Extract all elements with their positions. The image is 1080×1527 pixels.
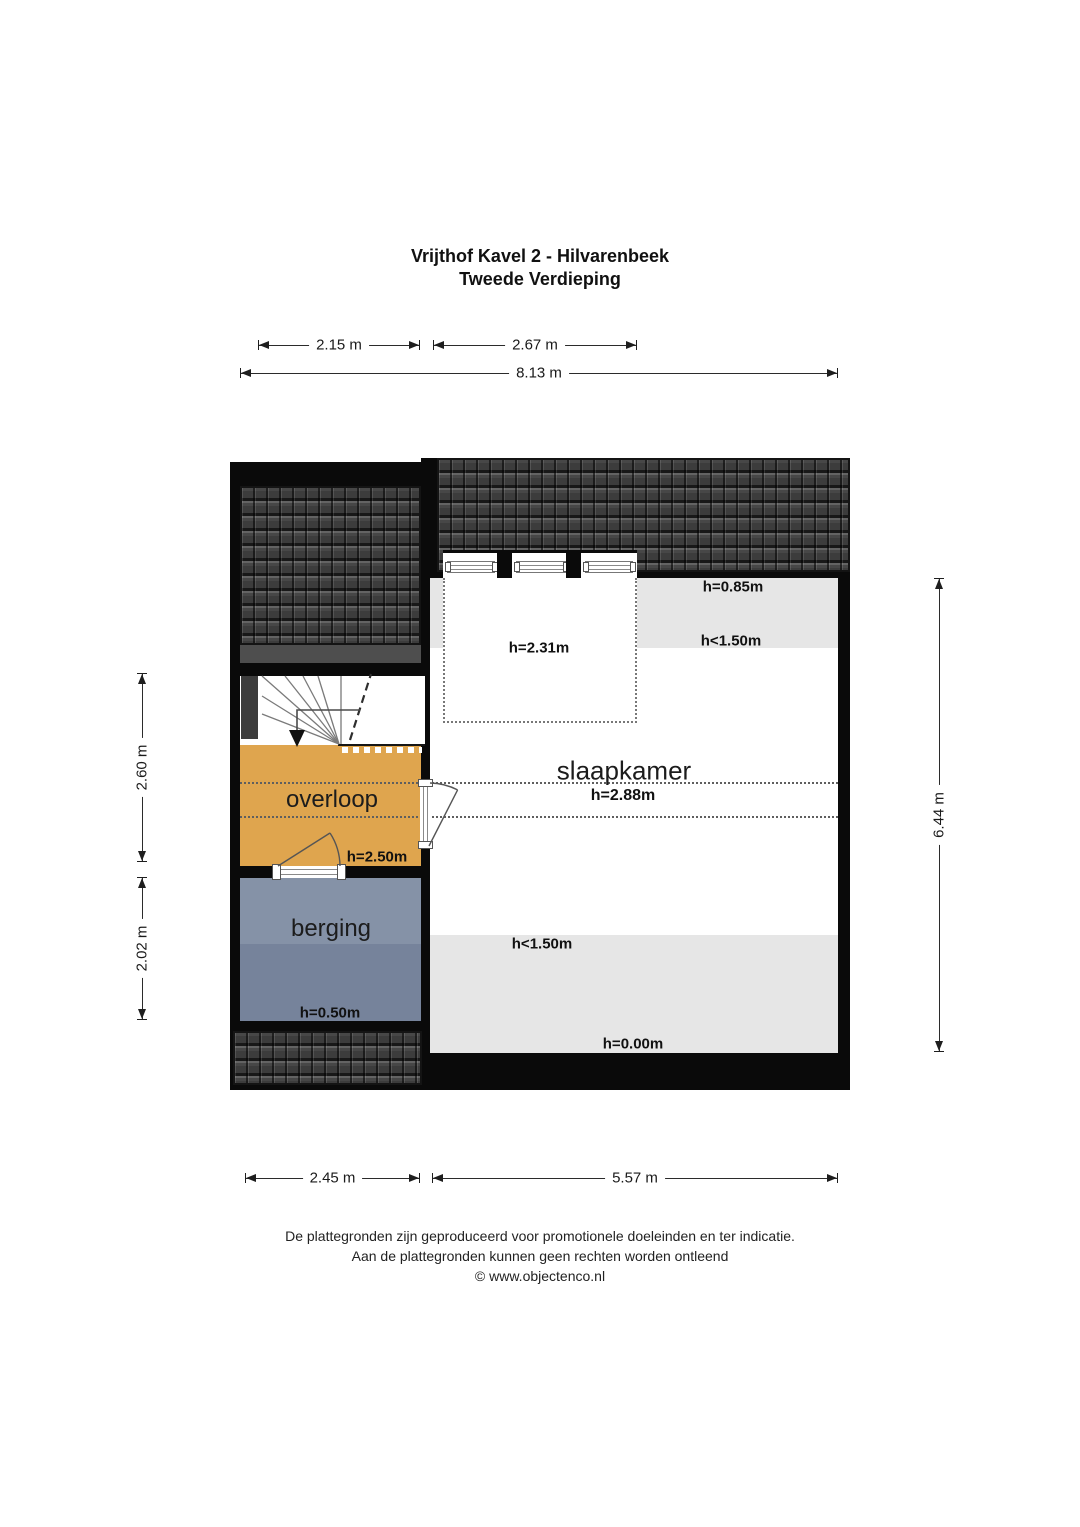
dim-bottom-left [245, 1171, 420, 1185]
height-label-north-knee: h=0.85m [702, 578, 764, 596]
plan-subtitle: Tweede Verdieping [459, 269, 621, 289]
dim-label: 2.67 m [505, 337, 565, 354]
door-swing-arc [330, 833, 340, 866]
plan-title: Vrijthof Kavel 2 - Hilvarenbeek [410, 246, 670, 266]
stair-direction-arrow [289, 730, 305, 747]
height-label-south-under150: h<1.50m [511, 935, 573, 953]
arrow-right-icon [827, 1174, 837, 1182]
dim-label: 2.15 m [309, 337, 369, 354]
copyright-line: © www.objectenco.nl [474, 1268, 606, 1284]
height-label-berging: h=0.50m [299, 1004, 361, 1022]
door-swing-arc [430, 783, 458, 790]
door-leaf [278, 833, 330, 866]
height-label-slaapkamer: h=2.88m [590, 787, 656, 804]
stair-dashed-line [350, 674, 371, 740]
dim-label: 2.02 m [134, 919, 151, 979]
disclaimer-line-1: De plattegronden zijn geproduceerd voor promotionele doeleinden en ter indicatie. [285, 1228, 795, 1244]
arrow-right-icon [409, 1174, 419, 1182]
height-label-north-under150: h<1.50m [700, 632, 762, 650]
height-label-overloop: h=2.50m [346, 848, 408, 866]
dim-tick [837, 1173, 838, 1183]
height-label-dormer: h=2.31m [508, 639, 570, 657]
dim-label: 6.44 m [931, 785, 948, 845]
room-label-overloop: overloop [285, 786, 379, 813]
dim-label: 5.57 m [605, 1170, 665, 1187]
dim-label: 2.60 m [134, 738, 151, 798]
disclaimer-line-2: Aan de plattegronden kunnen geen rechten worden ontleend [351, 1248, 729, 1264]
arrow-left-icon [246, 1174, 256, 1182]
stair-walkline [297, 710, 360, 731]
room-label-berging: berging [290, 915, 372, 942]
dim-label: 8.13 m [509, 365, 569, 382]
height-label-south-floor: h=0.00m [602, 1035, 664, 1053]
arrow-left-icon [433, 1174, 443, 1182]
door-leaf [429, 790, 458, 846]
room-label-slaapkamer: slaapkamer [556, 755, 692, 786]
dim-bottom-right [432, 1171, 838, 1185]
dim-label: 2.45 m [303, 1170, 363, 1187]
dim-tick [419, 1173, 420, 1183]
